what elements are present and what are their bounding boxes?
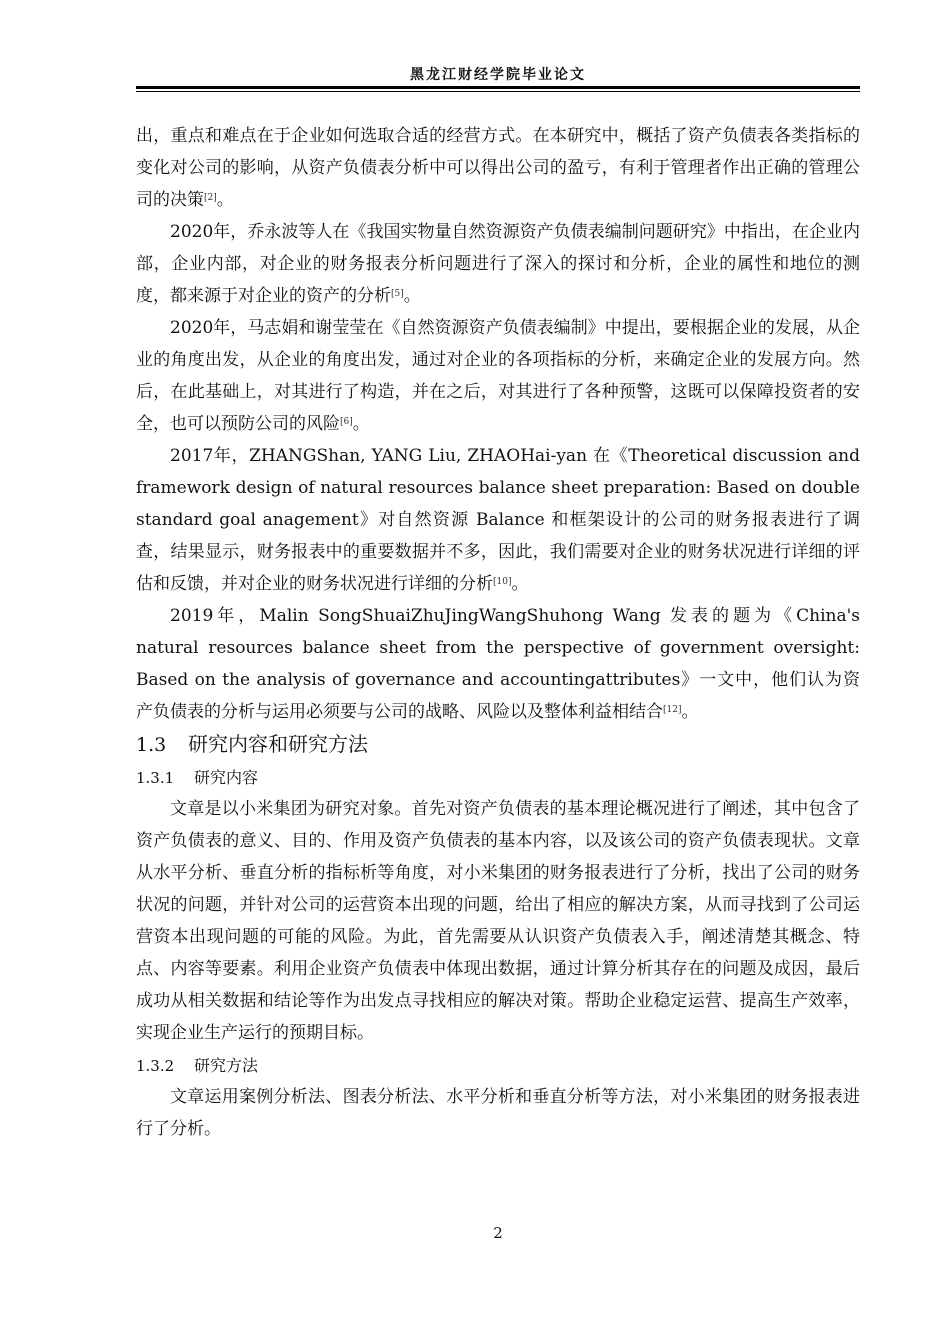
paragraph-qiao: 2020年，乔永波等人在《我国实物量自然资源资产负债表编制问题研究》中指出，在企业内部，企业内部，对企业的财务报表分析问题进行了深入的探讨和分析，企业的属性和地位的测度，都来源于对企业的资产的分析[5]。 xyxy=(136,222,860,306)
section-title: 研究内容和研究方法 xyxy=(188,732,368,756)
header-rule-thick xyxy=(136,86,860,89)
subsection-heading-1-3-2 xyxy=(136,1051,860,1081)
paragraph-research-method: 文章运用案例分析法、图表分析法、水平分析和垂直分析等方法，对小米集团的财务报表进行了分析。 xyxy=(136,1087,860,1139)
citation: [10] xyxy=(493,577,512,587)
citation: [12] xyxy=(663,705,682,715)
paragraph-song: 2019年，Malin SongShuaiZhuJingWangShuhong Wang 发表的题为《China's natural resources balance sheet from the perspective of government oversight: Based on the analysis of governance and accountingattributes》一文中，他们认为资产负债表的分析与运用必须要与公司的战略、风险以及整体利益相结合[12]。 xyxy=(136,606,860,722)
subsection-title: 研究方法 xyxy=(194,1056,259,1075)
subsection-title: 研究内容 xyxy=(194,768,259,787)
citation: [6] xyxy=(340,417,353,427)
subsection-number: 1.3.2 xyxy=(136,1057,175,1075)
section-number: 1.3 xyxy=(136,734,167,756)
paragraph-research-content: 文章是以小米集团为研究对象。首先对资产负债表的基本理论概况进行了阐述，其中包含了资产负债表的意义、目的、作用及资产负债表的基本内容，以及该公司的资产负债表现状。文章从水平分析、垂直分析的指标析等角度，对小米集团的财务报表进行了分析，找出了公司的财务状况的问题，并针对公司的运营资本出现的问题，给出了相应的解决方案，从而寻找到了公司运营资本出现问题的可能的风险。为此，首先需要从认识资产负债表入手，阐述清楚其概念、特点、内容等要素。利用企业资产负债表中体现出数据，通过计算分析其存在的问题及成因，最后成功从相关数据和结论等作为出发点寻找相应的解决对策。帮助企业稳定运营、提高生产效率，实现企业生产运行的预期目标。 xyxy=(136,799,860,1043)
page-number: 2 xyxy=(493,1224,503,1242)
paragraph-zhang: 2017年，ZHANGShan, YANG Liu, ZHAOHai-yan 在《Theoretical discussion and framework design of natural resources balance sheet preparation: Based on double standard goal anagement》对自然资源 Balance 和框架设计的公司的财务报表进行了调查，结果显示，财务报表中的重要数据并不多，因此，我们需要对企业的财务状况进行详细的评估和反馈，并对企业的财务状况进行详细的分析[10]。 xyxy=(136,446,860,594)
subsection-number: 1.3.1 xyxy=(136,769,175,787)
subsection-heading-1-3-1 xyxy=(136,763,860,793)
paragraph-ma: 2020年，马志娟和谢莹莹在《自然资源资产负债表编制》中提出，要根据企业的发展，从企业的角度出发，从企业的角度出发，通过对企业的各项指标的分析，来确定企业的发展方向。然后，在此基础上，对其进行了构造，并在之后，对其进行了各种预警，这既可以保障投资者的安全，也可以预防公司的风险[6]。 xyxy=(136,318,860,434)
header-rule-thin xyxy=(136,91,860,92)
paragraph-continued: 出，重点和难点在于企业如何选取合适的经营方式。在本研究中，概括了资产负债表各类指标的变化对公司的影响，从资产负债表分析中可以得出公司的盈亏，有利于管理者作出正确的管理公司的决策[2]。 xyxy=(136,126,860,210)
section-heading-1-3 xyxy=(136,728,860,761)
citation: [2] xyxy=(204,193,217,203)
citation: [5] xyxy=(391,289,404,299)
page-header-title: 黑龙江财经学院毕业论文 xyxy=(410,67,586,83)
page-content xyxy=(136,120,860,1145)
